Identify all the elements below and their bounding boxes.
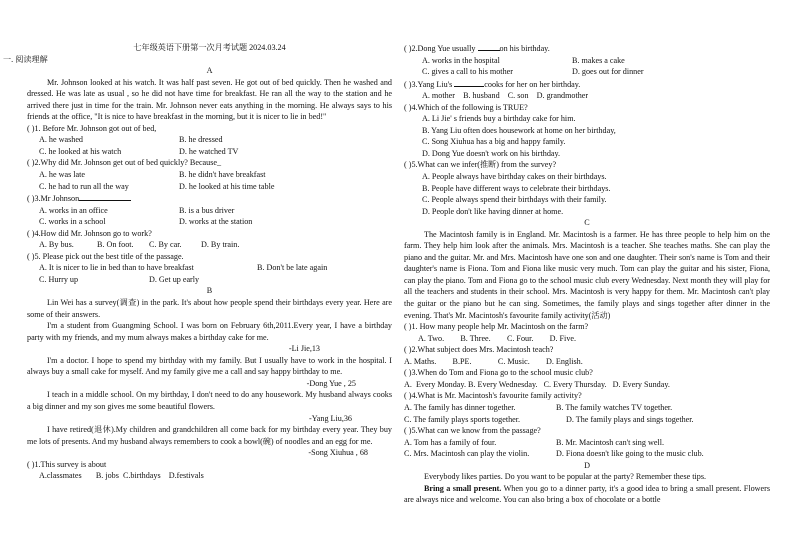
passage-b-signature-1: -Li Jie,13 <box>288 344 320 354</box>
option: A. he washed <box>39 135 83 145</box>
option: B. he dressed <box>179 135 223 145</box>
option: A. works in an office <box>39 205 108 215</box>
passage-d-letter: D <box>584 460 590 470</box>
answer-blank <box>454 78 484 87</box>
option: A. The family has dinner together. <box>404 402 516 412</box>
passage-a-q4-options <box>27 239 392 251</box>
passage-c-q5-options-ab <box>404 437 770 449</box>
passage-a-q1: ( )1. Before Mr. Johnson got out of bed, <box>27 123 157 133</box>
section-heading: 一. 阅读理解 <box>3 54 48 64</box>
option: C. gives a call to his mother <box>422 67 513 77</box>
question-text-tail: on his birthday. <box>499 44 550 53</box>
option: B. is a bus driver <box>179 205 235 215</box>
option: A. works in the hospital <box>422 55 500 65</box>
passage-b-q1: ( )1.This survey is about <box>27 459 107 469</box>
option: C. Mrs. Macintosh can play the violin. <box>404 449 530 459</box>
passage-c-q4: ( )4.What is Mr. Macintosh's favourite family activity? <box>404 391 582 401</box>
option: B. he didn't have breakfast <box>179 170 266 180</box>
option: D. he looked at his time table <box>179 181 275 191</box>
tip-heading: Bring a small present. <box>424 483 502 493</box>
option: B. The family watches TV together. <box>556 402 673 412</box>
passage-a-q2-options-cd <box>27 181 392 193</box>
passage-b-signature-4: -Song Xiuhua , 68 <box>308 448 368 458</box>
passage-c-text: The Macintosh family is in England. Mr. Macintosh is a farmer. He has three people to help him on the farm. They help him look after the animals. Mrs. Macintosh is a teacher. She teaches maths. She can play the piano and the guitar. Mr. and Mrs. Macintosh have one son and one daughter. Their son's name is Tom and their daughter's name is Fiona. Tom and Fiona like music very much. Tom can play the guitar and his sister, Fiona, can play the piano. Tom and Fiona go to the school music club every Wednesday. Next month they will play for all the teachers and students in their school. Mrs. Macintosh is very happy for them. Mr. Macintosh can't play the guitar or the piano but he can sing. Sometimes, the family plays and sings together after dinner in the evening. That's Mr. Macintosh's favourite family activity(活动) <box>404 229 770 320</box>
passage-a-q2: ( )2.Why did Mr. Johnson get out of bed quickly? Because_ <box>27 158 222 168</box>
passage-b-q5: ( )5.What can we infer(推断) from the survey? <box>404 160 557 170</box>
option: D. goes out for dinner <box>572 67 644 77</box>
option: A. Li Jie' s friends buy a birthday cake for him. <box>422 114 576 124</box>
option: D. Get up early <box>149 274 200 284</box>
passage-c-q2: ( )2.What subject does Mrs. Macintosh teach? <box>404 345 554 355</box>
option: B. People have different ways to celebrate their birthdays. <box>422 183 611 193</box>
passage-a-q1-options-ab <box>27 134 392 146</box>
passage-b-intro: Lin Wei has a survey(调查) in the park. It's about how people spend their birthdays every year. Here are some of their answers. <box>27 298 392 319</box>
question-text: ( )3.Mr Johnson <box>27 194 80 204</box>
option: B. makes a cake <box>572 55 625 65</box>
passage-a-q4: ( )4.How did Mr. Johnson go to work? <box>27 228 152 238</box>
option: D. he watched TV <box>179 146 239 156</box>
option: A. People always have birthday cakes on their birthdays. <box>422 172 607 182</box>
passage-b-answer-4: I have retired(退休).My children and grandchildren all come back for my birthday every year. They buy me lots of presents. And my husband always remembers to cook a bowl(碗) of noodles and an egg for me. <box>27 425 392 446</box>
passage-b-letter: B <box>206 286 213 296</box>
passage-c-letter: C <box>584 218 590 228</box>
option: B. Mr. Macintosh can't sing well. <box>556 437 664 447</box>
passage-c-q3: ( )3.When do Tom and Fiona go to the school music club? <box>404 368 593 378</box>
option: C. works in a school <box>39 217 106 227</box>
question-text-tail: cooks for her on her birthday. <box>484 79 581 89</box>
option: C. he had to run all the way <box>39 181 129 191</box>
option: A. It is nicer to lie in bed than to have breakfast <box>39 263 194 273</box>
option: C. Song Xiuhua has a big and happy family. <box>422 137 566 147</box>
option: A. Tom has a family of four. <box>404 437 497 447</box>
passage-b-answer-2: I'm a doctor. I hope to spend my birthday with my family. But I usually have to work in the hospital. I always buy a small cake for myself. And my family give me a call and say happy birthday to me. <box>27 355 392 377</box>
passage-d-intro: Everybody likes parties. Do you want to be popular at the party? Remember these tips. <box>424 472 707 482</box>
passage-b-answer-3: I teach in a middle school. On my birthday, I don't need to do any housework. My husband always cooks a big dinner and my son gives me some beautiful flowers. <box>27 390 392 411</box>
passage-a-q5: ( )5. Please pick out the best title of the passage. <box>27 251 184 261</box>
passage-c-q1: ( )1. How many people help Mr. Macintosh on the farm? <box>404 322 589 332</box>
passage-c-q1-options: A. Two. B. Three. C. Four. D. Five. <box>418 333 577 343</box>
option: B. Don't be late again <box>257 263 328 273</box>
option: B. On foot. <box>97 240 134 250</box>
passage-a-q5-options-cd <box>27 274 392 286</box>
passage-b-q2-options-ab <box>404 55 770 67</box>
passage-b-q3 <box>404 78 770 91</box>
passage-b-q4: ( )4.Which of the following is TRUE? <box>404 102 528 112</box>
passage-b-signature-3: -Yang Liu,36 <box>309 413 352 423</box>
option: C. he looked at his watch <box>39 146 122 156</box>
option: D. works at the station <box>179 217 253 227</box>
passage-a-q2-options-ab <box>27 169 392 181</box>
passage-b-q3-options: A. mother B. husband C. son D. grandmother <box>422 91 589 101</box>
page-title: 七年级英语下册第一次月考试题 2024.03.24 <box>133 43 286 52</box>
passage-b-q2 <box>404 42 770 55</box>
option: A. he was late <box>39 170 86 180</box>
right-column <box>404 0 770 506</box>
passage-a-q5-options-ab <box>27 262 392 274</box>
passage-b-signature-2: -Dong Yue , 25 <box>306 378 356 388</box>
passage-a-letter: A <box>206 66 213 76</box>
passage-b-q2-options-cd <box>404 66 770 78</box>
answer-blank <box>79 192 131 201</box>
option: C. By car. <box>149 240 182 250</box>
passage-a-q3-options-ab <box>27 205 392 217</box>
option: A. By bus. <box>39 240 74 250</box>
passage-c-q2-options: A. Maths. B.PE. C. Music. D. English. <box>404 356 583 366</box>
option: C. The family plays sports together. <box>404 414 521 424</box>
passage-c-q5: ( )5.What can we know from the passage? <box>404 426 541 436</box>
option: D. Dong Yue doesn't work on his birthday. <box>422 148 561 158</box>
option: D. People don't like having dinner at home. <box>422 206 564 216</box>
option: D. Fiona doesn't like going to the music club. <box>556 449 704 459</box>
left-column <box>3 0 392 482</box>
option: B. Yang Liu often does housework at home on her birthday, <box>422 125 616 135</box>
passage-c-q4-options-cd <box>404 414 770 426</box>
option: D. By train. <box>201 240 240 250</box>
passage-d-tip <box>404 483 770 506</box>
question-text: ( )3.Yang Liu's <box>404 79 455 89</box>
passage-a-text: Mr. Johnson looked at his watch. It was half past seven. He got out of bed quickly. Then he washed and dressed. He was late as usual , so he did not have time for breakfast. He ran all the way to the station and he arrived there just in time for the train. Mr. Johnson never eats anything in the morning. He always says to his friends at the office, "It is nice to have breakfast in the morning, but it is nicer to lie in bed!" <box>27 77 392 122</box>
option: C. Hurry up <box>39 274 79 284</box>
passage-b-q1-options: A.classmates B. jobs C.birthdays D.festivals <box>39 471 204 481</box>
tip-text: When you go to a dinner party, it's a good idea to bring a small present. Flowers are always nice and welcome. You can also bring a box of chocolate or a bottle <box>404 483 770 505</box>
passage-b-answer-1: I'm a student from Guangming School. I was born on February 6th,2011.Every year, I have a birthday party with my friends, and my mum always makes a birthday cake for me. <box>27 321 392 342</box>
passage-c-q4-options-ab <box>404 402 770 414</box>
option: C. People always spend their birthdays with their family. <box>422 195 607 205</box>
passage-a-q1-options-cd <box>27 146 392 158</box>
option: D. The family plays and sings together. <box>566 414 694 424</box>
question-text: ( )2.Dong Yue usually <box>404 44 478 53</box>
passage-a-q3 <box>27 192 392 205</box>
passage-c-q3-options: A. Every Monday. B. Every Wednesday. C. Every Thursday. D. Every Sunday. <box>404 379 670 389</box>
answer-blank <box>478 42 500 51</box>
passage-a-q3-options-cd <box>27 216 392 228</box>
passage-c-q5-options-cd <box>404 448 770 460</box>
